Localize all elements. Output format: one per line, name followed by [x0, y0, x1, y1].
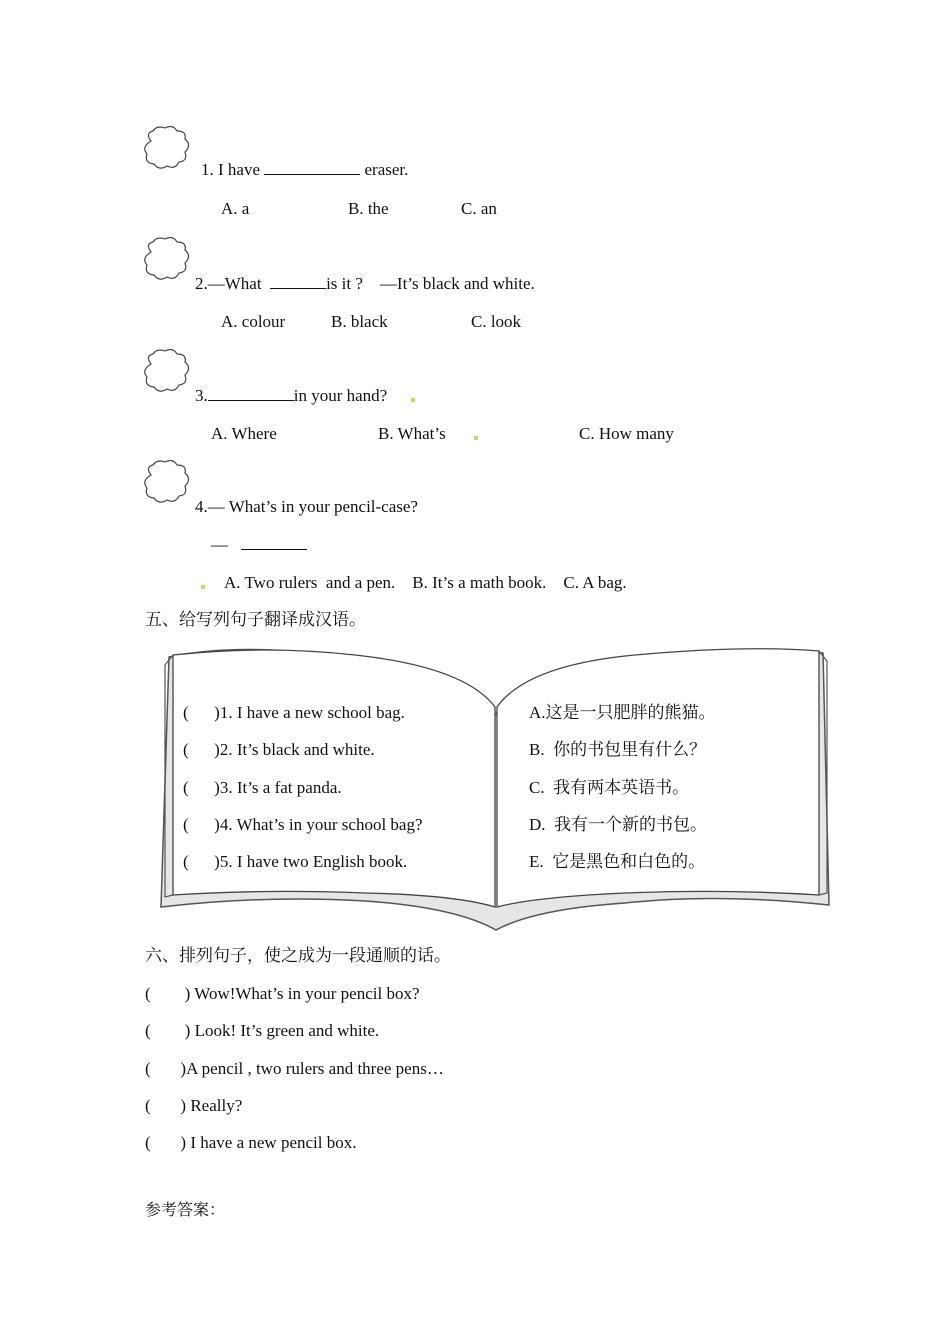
match-left-1: ( )1. I have a new school bag.	[183, 703, 405, 722]
q2-option-a: A. colour	[221, 312, 286, 331]
q3-option-a: A. Where	[211, 424, 277, 443]
decorative-dot	[201, 585, 205, 589]
section-5-title: 五、给写列句子翻译成汉语。	[145, 610, 366, 629]
decorative-dot	[474, 436, 478, 440]
match-left-4: ( )4. What’s in your school bag?	[183, 815, 423, 834]
match-left-2: ( )2. It’s black and white.	[183, 740, 375, 759]
match-right-a: A.这是一只肥胖的熊猫。	[529, 703, 716, 722]
section-6-title: 六、排列句子，使之成为一段通顺的话。	[145, 946, 451, 965]
order-item-5: ( ) I have a new pencil box.	[145, 1133, 357, 1152]
order-item-4: ( ) Really?	[145, 1096, 243, 1115]
q1-option-c: C. an	[461, 199, 497, 218]
match-left-5: ( )5. I have two English book.	[183, 852, 408, 871]
match-left-3: ( )3. It’s a fat panda.	[183, 778, 342, 797]
order-item-1: ( ) Wow!What’s in your pencil box?	[145, 984, 420, 1003]
q3-option-b: B. What’s	[378, 424, 446, 443]
order-item-3: ( )A pencil , two rulers and three pens…	[145, 1059, 444, 1078]
answer-key-title: 参考答案：	[145, 1202, 226, 1219]
question-2: 2.—What is it ? —It’s black and white.	[195, 274, 535, 293]
match-right-d: D. 我有一个新的书包。	[529, 815, 708, 834]
cloud-icon	[141, 125, 193, 173]
question-4: 4.— What’s in your pencil-case?	[195, 497, 418, 516]
match-right-b: B. 你的书包里有什么？	[529, 740, 707, 759]
match-right-e: E. 它是黑色和白色的。	[529, 852, 706, 871]
match-right-c: C. 我有两本英语书。	[529, 778, 690, 797]
q1-option-a: A. a	[221, 199, 250, 218]
q4-options: A. Two rulers and a pen. B. It’s a math book. C. A bag.	[224, 573, 627, 592]
cloud-icon	[141, 459, 193, 507]
decorative-dot	[411, 398, 415, 402]
cloud-icon	[141, 348, 193, 396]
cloud-icon	[141, 236, 193, 284]
q1-option-b: B. the	[348, 199, 389, 218]
q4-answer-line: —	[211, 535, 307, 555]
order-item-2: ( ) Look! It’s green and white.	[145, 1021, 380, 1040]
question-3: 3. in your hand?	[195, 386, 388, 405]
question-1: 1. I have eraser.	[201, 160, 409, 179]
q2-option-c: C. look	[471, 312, 522, 331]
q3-option-c: C. How many	[579, 424, 674, 443]
q2-option-b: B. black	[331, 312, 388, 331]
